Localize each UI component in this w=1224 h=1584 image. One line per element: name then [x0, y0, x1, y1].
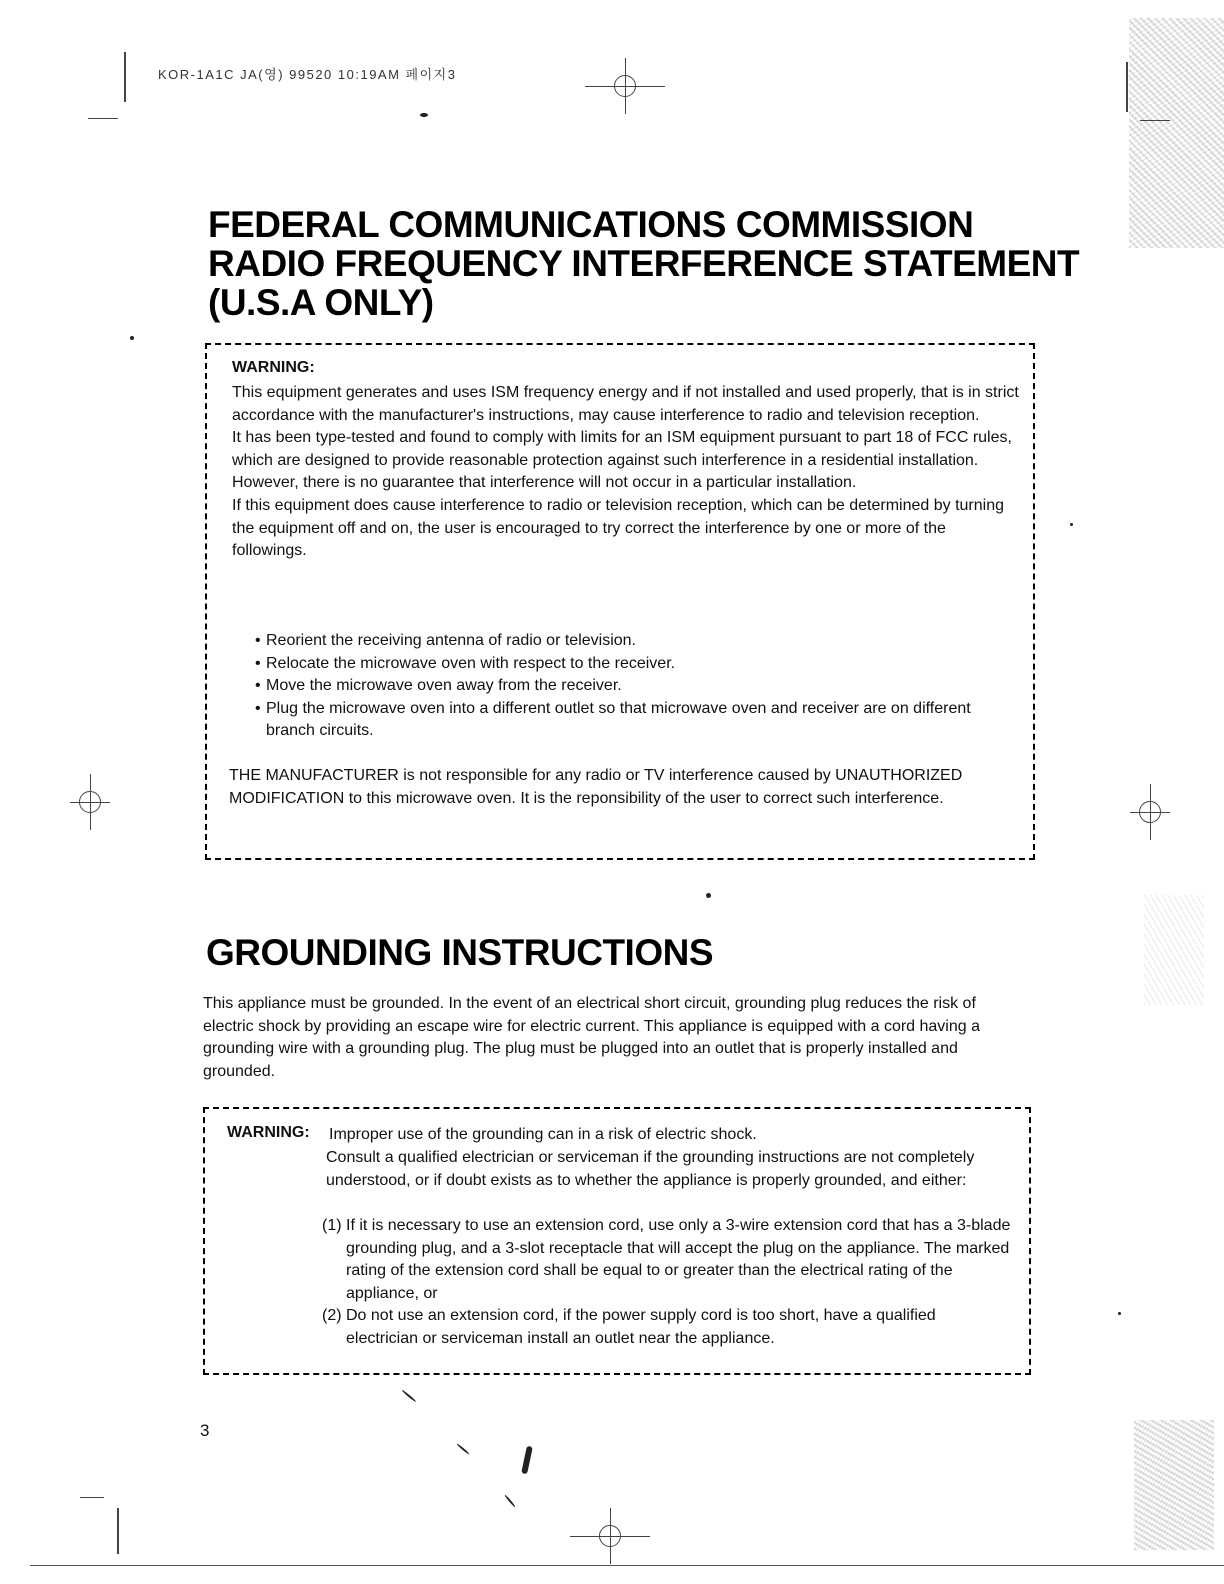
list-item-text: Do not use an extension cord, if the power supply cord is too short, have a qualified electrician or serviceman install an outlet near the appliance. [346, 1307, 936, 1347]
crop-mark-top-left [124, 52, 126, 102]
scan-speck [130, 336, 134, 340]
list-item-number: (1) [322, 1217, 342, 1234]
registration-mark-right [1130, 792, 1170, 832]
crop-mark-bottom-left [117, 1508, 119, 1554]
scan-speck [401, 1389, 416, 1402]
grounding-body: This appliance must be grounded. In the event of an electrical short circuit, grounding plug reduces the risk of electric shock by providing an escape wire for electric current. This appliance is equipped with a cord having a grounding wire with a grounding plug. The plug must be plugged into an outlet that is properly installed and grounded. [203, 995, 980, 1080]
grounding-warning-label: WARNING: [227, 1124, 310, 1141]
crop-mark-top-right [1126, 62, 1128, 112]
grounding-title: GROUNDING INSTRUCTIONS [206, 932, 713, 973]
list-item-text: If it is necessary to use an extension cord, use only a 3-wire extension cord that has a 3-blade grounding plug, and a 3-slot receptacle that will accept the plug on the appliance. The marked rating of the extension cord shall be equal to or greater than the electrical rating of the appliance, or [346, 1217, 1011, 1302]
scan-speck [504, 1494, 516, 1508]
list-item: • Plug the microwave oven into a different outlet so that microwave oven and receiver are on different branch circuits. [257, 698, 997, 743]
registration-mark-top [585, 66, 665, 106]
scan-speck [1070, 523, 1073, 526]
scan-speck [420, 113, 428, 117]
list-item: • Relocate the microwave oven with respect to the receiver. [257, 653, 997, 676]
list-item: • Reorient the receiving antenna of radio or television. [257, 630, 997, 653]
fcc-remedy-list [257, 630, 997, 743]
fcc-paragraph: If this equipment does cause interference to radio or television reception, which can be determined by turning the equipment off and on, the user is encouraged to try correct the interference by one or more of the followings. [232, 496, 1004, 560]
crop-mark-bottom-left-horizontal [80, 1497, 104, 1498]
crop-mark-top-left-horizontal [88, 118, 118, 119]
list-item [322, 1215, 1012, 1305]
list-item [322, 1305, 1012, 1350]
fcc-paragraph: This equipment generates and uses ISM frequency energy and if not installed and used properly, that is in strict accordance with the manufacturer's instructions, may cause interference to radio and television reception. [232, 384, 1019, 424]
fcc-title-line-3: (U.S.A ONLY) [208, 282, 434, 323]
scan-speck [1118, 1312, 1121, 1315]
fcc-title-line-2: RADIO FREQUENCY INTERFERENCE STATEMENT [208, 243, 1080, 284]
fcc-title [208, 204, 1080, 323]
fcc-manufacturer-disclaimer: THE MANUFACTURER is not responsible for any radio or TV interference caused by UNAUTHORIZED MODIFICATION to this microwave oven. It is the reponsibility of the user to correct such interference. [229, 767, 963, 807]
fcc-warning-text [232, 382, 1022, 563]
scan-speck [706, 893, 711, 898]
scan-speck [521, 1446, 533, 1475]
list-item-number: (2) [322, 1307, 342, 1325]
scan-speck [456, 1443, 470, 1455]
registration-mark-bottom [570, 1516, 650, 1556]
print-header-code: KOR-1A1C JA(영) 99520 10:19AM 페이지3 [158, 67, 457, 82]
fcc-paragraph: It has been type-tested and found to comply with limits for an ISM equipment pursuant to part 18 of FCC rules, which are designed to provide reasonable protection against such interference in a residential installation. [232, 429, 1012, 469]
grounding-warning-consult: Consult a qualified electrician or serviceman if the grounding instructions are not completely understood, or if doubt exists as to whether the appliance is properly grounded, and either: [326, 1149, 975, 1189]
registration-mark-left [70, 782, 110, 822]
grounding-warning-first-line: Improper use of the grounding can in a risk of electric shock. [329, 1126, 757, 1143]
fcc-paragraph: However, there is no guarantee that interference will not occur in a particular installation. [232, 474, 857, 492]
scan-noise-bottom-right [1134, 1420, 1214, 1550]
list-item: • Move the microwave oven away from the receiver. [257, 675, 997, 698]
fcc-title-line-1: FEDERAL COMMUNICATIONS COMMISSION [208, 204, 974, 245]
fcc-warning-label: WARNING: [232, 359, 315, 376]
page-bottom-edge [30, 1565, 1224, 1566]
grounding-options-list [322, 1215, 1012, 1351]
scan-noise-top-right [1129, 18, 1224, 248]
scan-noise-middle-right [1144, 895, 1204, 1005]
page-number: 3 [200, 1421, 210, 1440]
